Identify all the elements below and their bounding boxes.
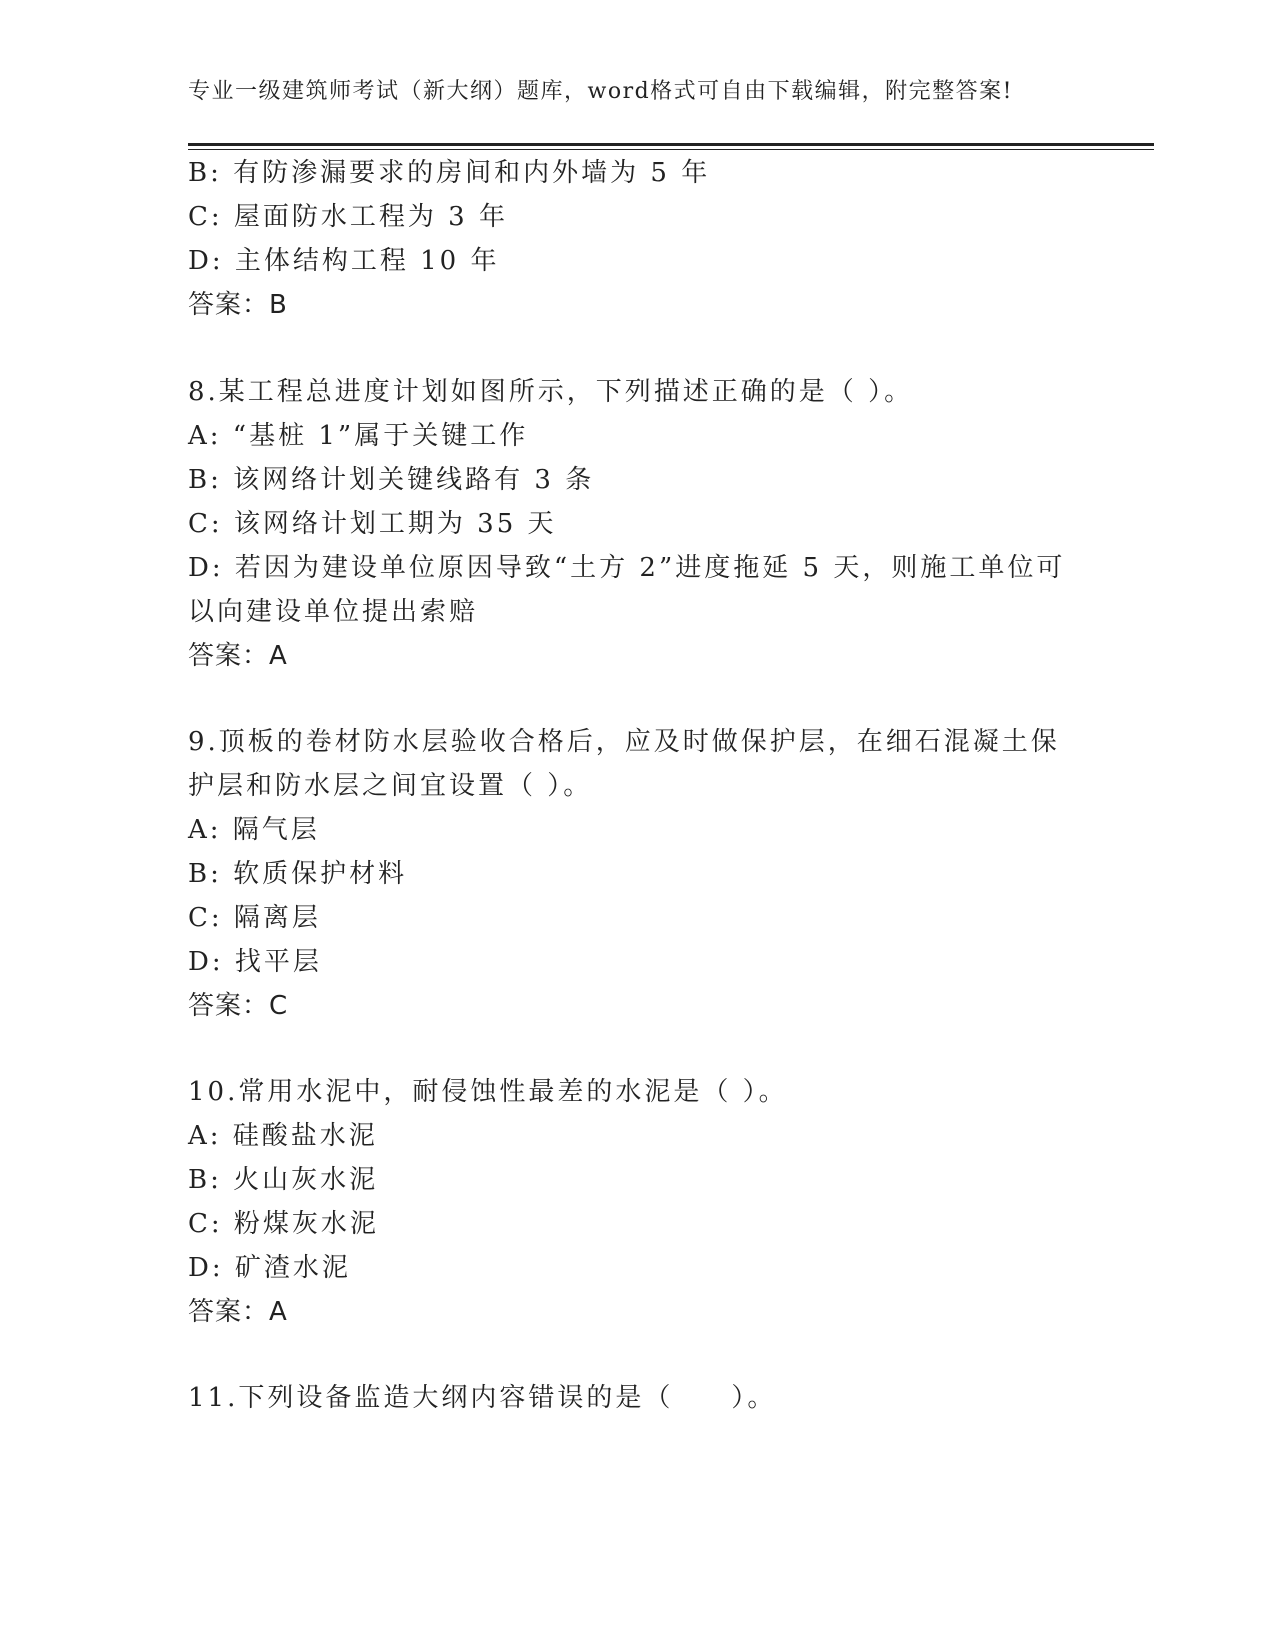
q7-option-d: D: 主体结构工程 10 年 — [188, 246, 500, 276]
q8-option-a: A: “基桩 1”属于关键工作 — [188, 421, 529, 451]
q10-answer: 答案：A — [188, 1297, 288, 1327]
page-header: 专业一级建筑师考试（新大纲）题库，word格式可自由下载编辑，附完整答案! — [188, 79, 1014, 104]
q9-option-b: B: 软质保护材料 — [188, 859, 408, 889]
q7-answer: 答案：B — [188, 290, 288, 320]
q7-option-b: B: 有防渗漏要求的房间和内外墙为 5 年 — [188, 158, 711, 188]
header-divider-thick — [188, 143, 1154, 146]
q9-option-d: D: 找平层 — [188, 947, 322, 977]
header-divider-thin — [188, 149, 1154, 150]
q8-option-c: C: 该网络计划工期为 35 天 — [188, 509, 557, 539]
q8-stem: 8.某工程总进度计划如图所示，下列描述正确的是（ ）。 — [188, 377, 914, 407]
q9-stem-line1: 9.顶板的卷材防水层验收合格后，应及时做保护层，在细石混凝土保 — [188, 727, 1060, 757]
q10-option-d: D: 矿渣水泥 — [188, 1253, 351, 1283]
q7-option-c: C: 屋面防水工程为 3 年 — [188, 202, 508, 232]
q8-option-d: D: 若因为建设单位原因导致“土方 2”进度拖延 5 天，则施工单位可 — [188, 553, 1066, 583]
q8-option-b: B: 该网络计划关键线路有 3 条 — [188, 465, 595, 495]
q10-option-a: A: 硅酸盐水泥 — [188, 1121, 378, 1151]
q9-stem-line2: 护层和防水层之间宜设置（ ）。 — [188, 771, 593, 801]
q9-answer: 答案：C — [188, 991, 289, 1021]
q9-option-a: A: 隔气层 — [188, 815, 320, 845]
q10-option-b: B: 火山灰水泥 — [188, 1165, 379, 1195]
q11-stem: 11.下列设备监造大纲内容错误的是（ ）。 — [188, 1383, 777, 1413]
q10-option-c: C: 粉煤灰水泥 — [188, 1209, 379, 1239]
q8-option-d-continued: 以向建设单位提出索赔 — [188, 597, 479, 627]
q10-stem: 10.常用水泥中，耐侵蚀性最差的水泥是（ ）。 — [188, 1077, 788, 1107]
q9-option-c: C: 隔离层 — [188, 903, 321, 933]
q8-answer: 答案：A — [188, 641, 288, 671]
